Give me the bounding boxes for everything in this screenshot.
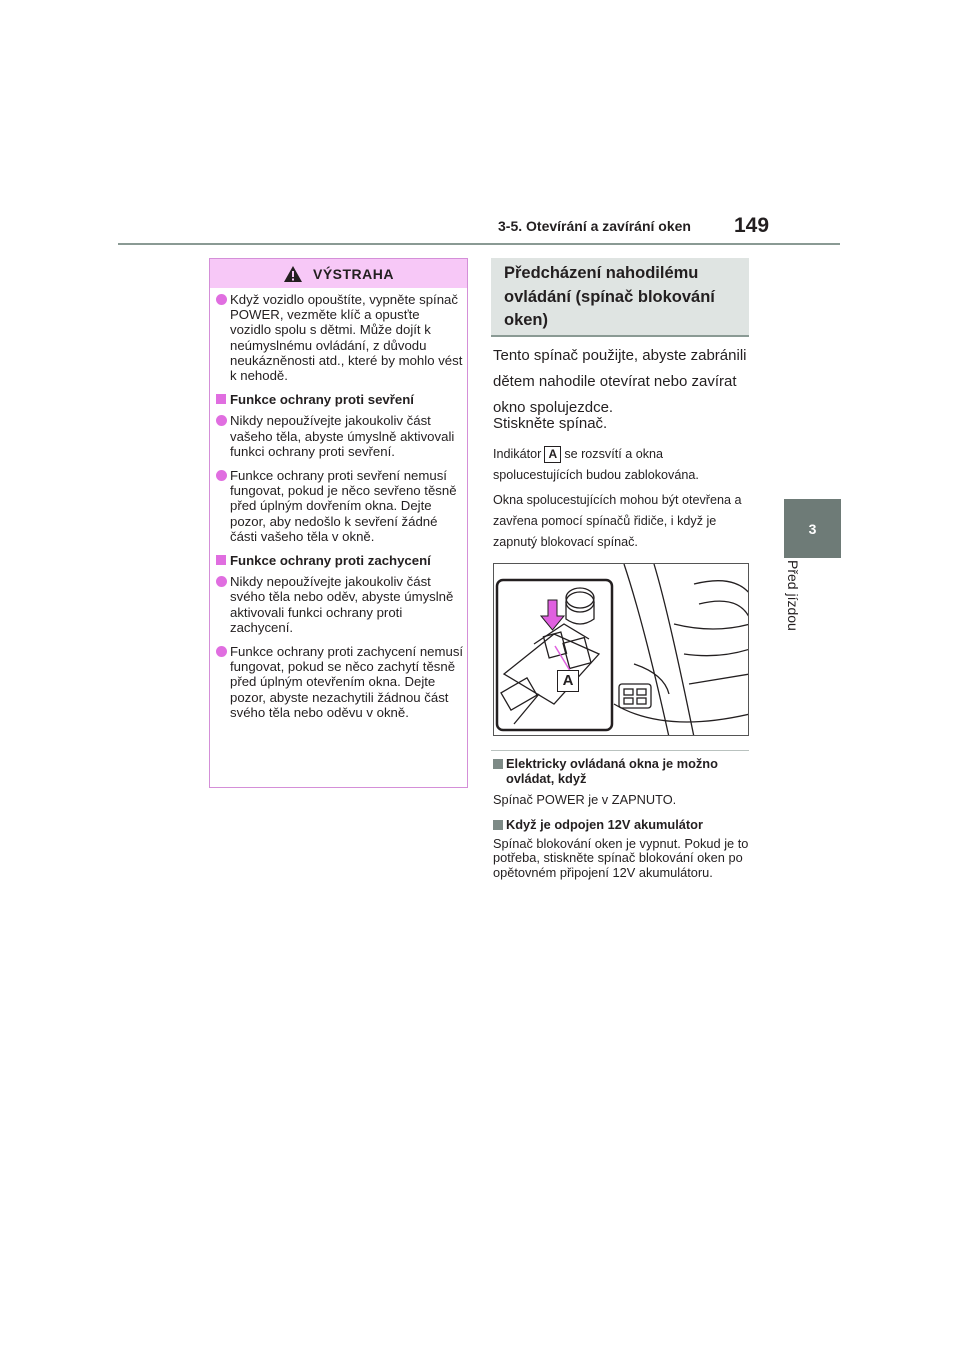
topic-title: Předcházení nahodilému ovládání (spínač blokování oken) [504,264,715,329]
note-heading-text: Elektricky ovládaná okna je možno ovládat, když [506,756,718,786]
warning-list [216,292,464,729]
indicator-label-a: A [544,446,561,463]
note-heading [493,818,751,833]
window-lock-switch-illustration [493,563,749,736]
note-block [493,757,751,808]
bullet-icon [216,415,227,426]
note-heading-text: Když je odpojen 12V akumulátor [506,817,703,832]
warning-item [216,574,464,635]
bullet-icon [216,470,227,481]
bullet-icon [216,294,227,305]
bullet-icon [216,646,227,657]
topic-paragraph: Tento spínač použijte, abyste zabránili dětem nahodile otevírat nebo zavírat okno spolujezdce. [493,347,747,416]
square-bullet-icon [216,394,226,404]
topic-paragraph: Okna spolucestujících mohou být otevřena a zavřena pomocí spínačů řidiče, i když je zapnutý blokovací spínač. [493,493,742,549]
warning-item [216,468,464,544]
warning-text: Nikdy nepoužívejte jakoukoliv část vašeho těla, abyste úmyslně aktivovali funkci ochrany proti sevření. [230,413,455,459]
square-bullet-icon [216,555,226,565]
warning-header [210,259,467,288]
indicator-text-before: Indikátor [493,447,542,461]
chapter-number: 3 [808,520,817,537]
callout-label-a: A [557,670,579,692]
warning-triangle-icon [283,265,303,283]
indicator-paragraph [493,444,751,486]
note-heading [493,757,751,786]
warning-subheading [216,392,464,407]
warning-text: Když vozidlo opouštíte, vypněte spínač POWER, vezměte klíč a opusťte vozidlo spolu s dětmi. Může dojít k neúmyslnému ovládání, z důvodu neukázněnosti atd., které by mohlo vést k nehodě. [230,292,463,384]
section-title: 3-5. Otevírání a zavírání oken [498,218,691,234]
warning-box [209,258,468,788]
warning-text: Funkce ochrany proti sevření nemusí fungovat, pokud je něco sevřeno těsně před úplným dovřením okna. Dejte pozor, aby nedošlo k sevření žádné části vašeho těla v okně. [230,468,457,544]
warning-item [216,292,464,383]
warning-subheading-text: Funkce ochrany proti sevření [230,392,414,408]
header-rule [118,243,840,245]
warning-text: Nikdy nepoužívejte jakoukoliv část svého těla nebo oděv, abyste úmyslně aktivovali funkci ochrany proti zachycení. [230,574,454,635]
note-body: Spínač blokování oken je vypnut. Pokud je to potřeba, stiskněte spínač blokování oken po opětovném připojení 12V akumulátoru. [493,835,749,880]
square-bullet-icon [493,820,503,830]
chapter-label-text: Před jízdou [785,560,801,631]
note-body: Spínač POWER je v ZAPNUTO. [493,792,677,807]
warning-subheading-text: Funkce ochrany proti zachycení [230,553,431,569]
warning-item [216,413,464,459]
instruction-text: Stiskněte spínač. [493,415,608,432]
indicator-text-after: se rozsvítí a okna spolucestujících budou zablokována. [493,447,699,482]
warning-title: VÝSTRAHA [312,265,394,282]
chapter-tab[interactable] [784,499,841,558]
warning-item [216,644,464,720]
section-divider [491,750,749,751]
note-block [493,818,751,880]
bullet-icon [216,576,227,587]
warning-text: Funkce ochrany proti zachycení nemusí fungovat, pokud se něco zachytí těsně před úplným otevřením okna. Dejte pozor, abyste nezachytili žádnou část svého těla nebo oděvu v okně. [230,644,464,720]
warning-subheading [216,553,464,568]
page-number: 149 [734,214,770,237]
chapter-label [781,560,805,650]
square-bullet-icon [493,759,503,769]
topic-heading-box [491,258,749,337]
